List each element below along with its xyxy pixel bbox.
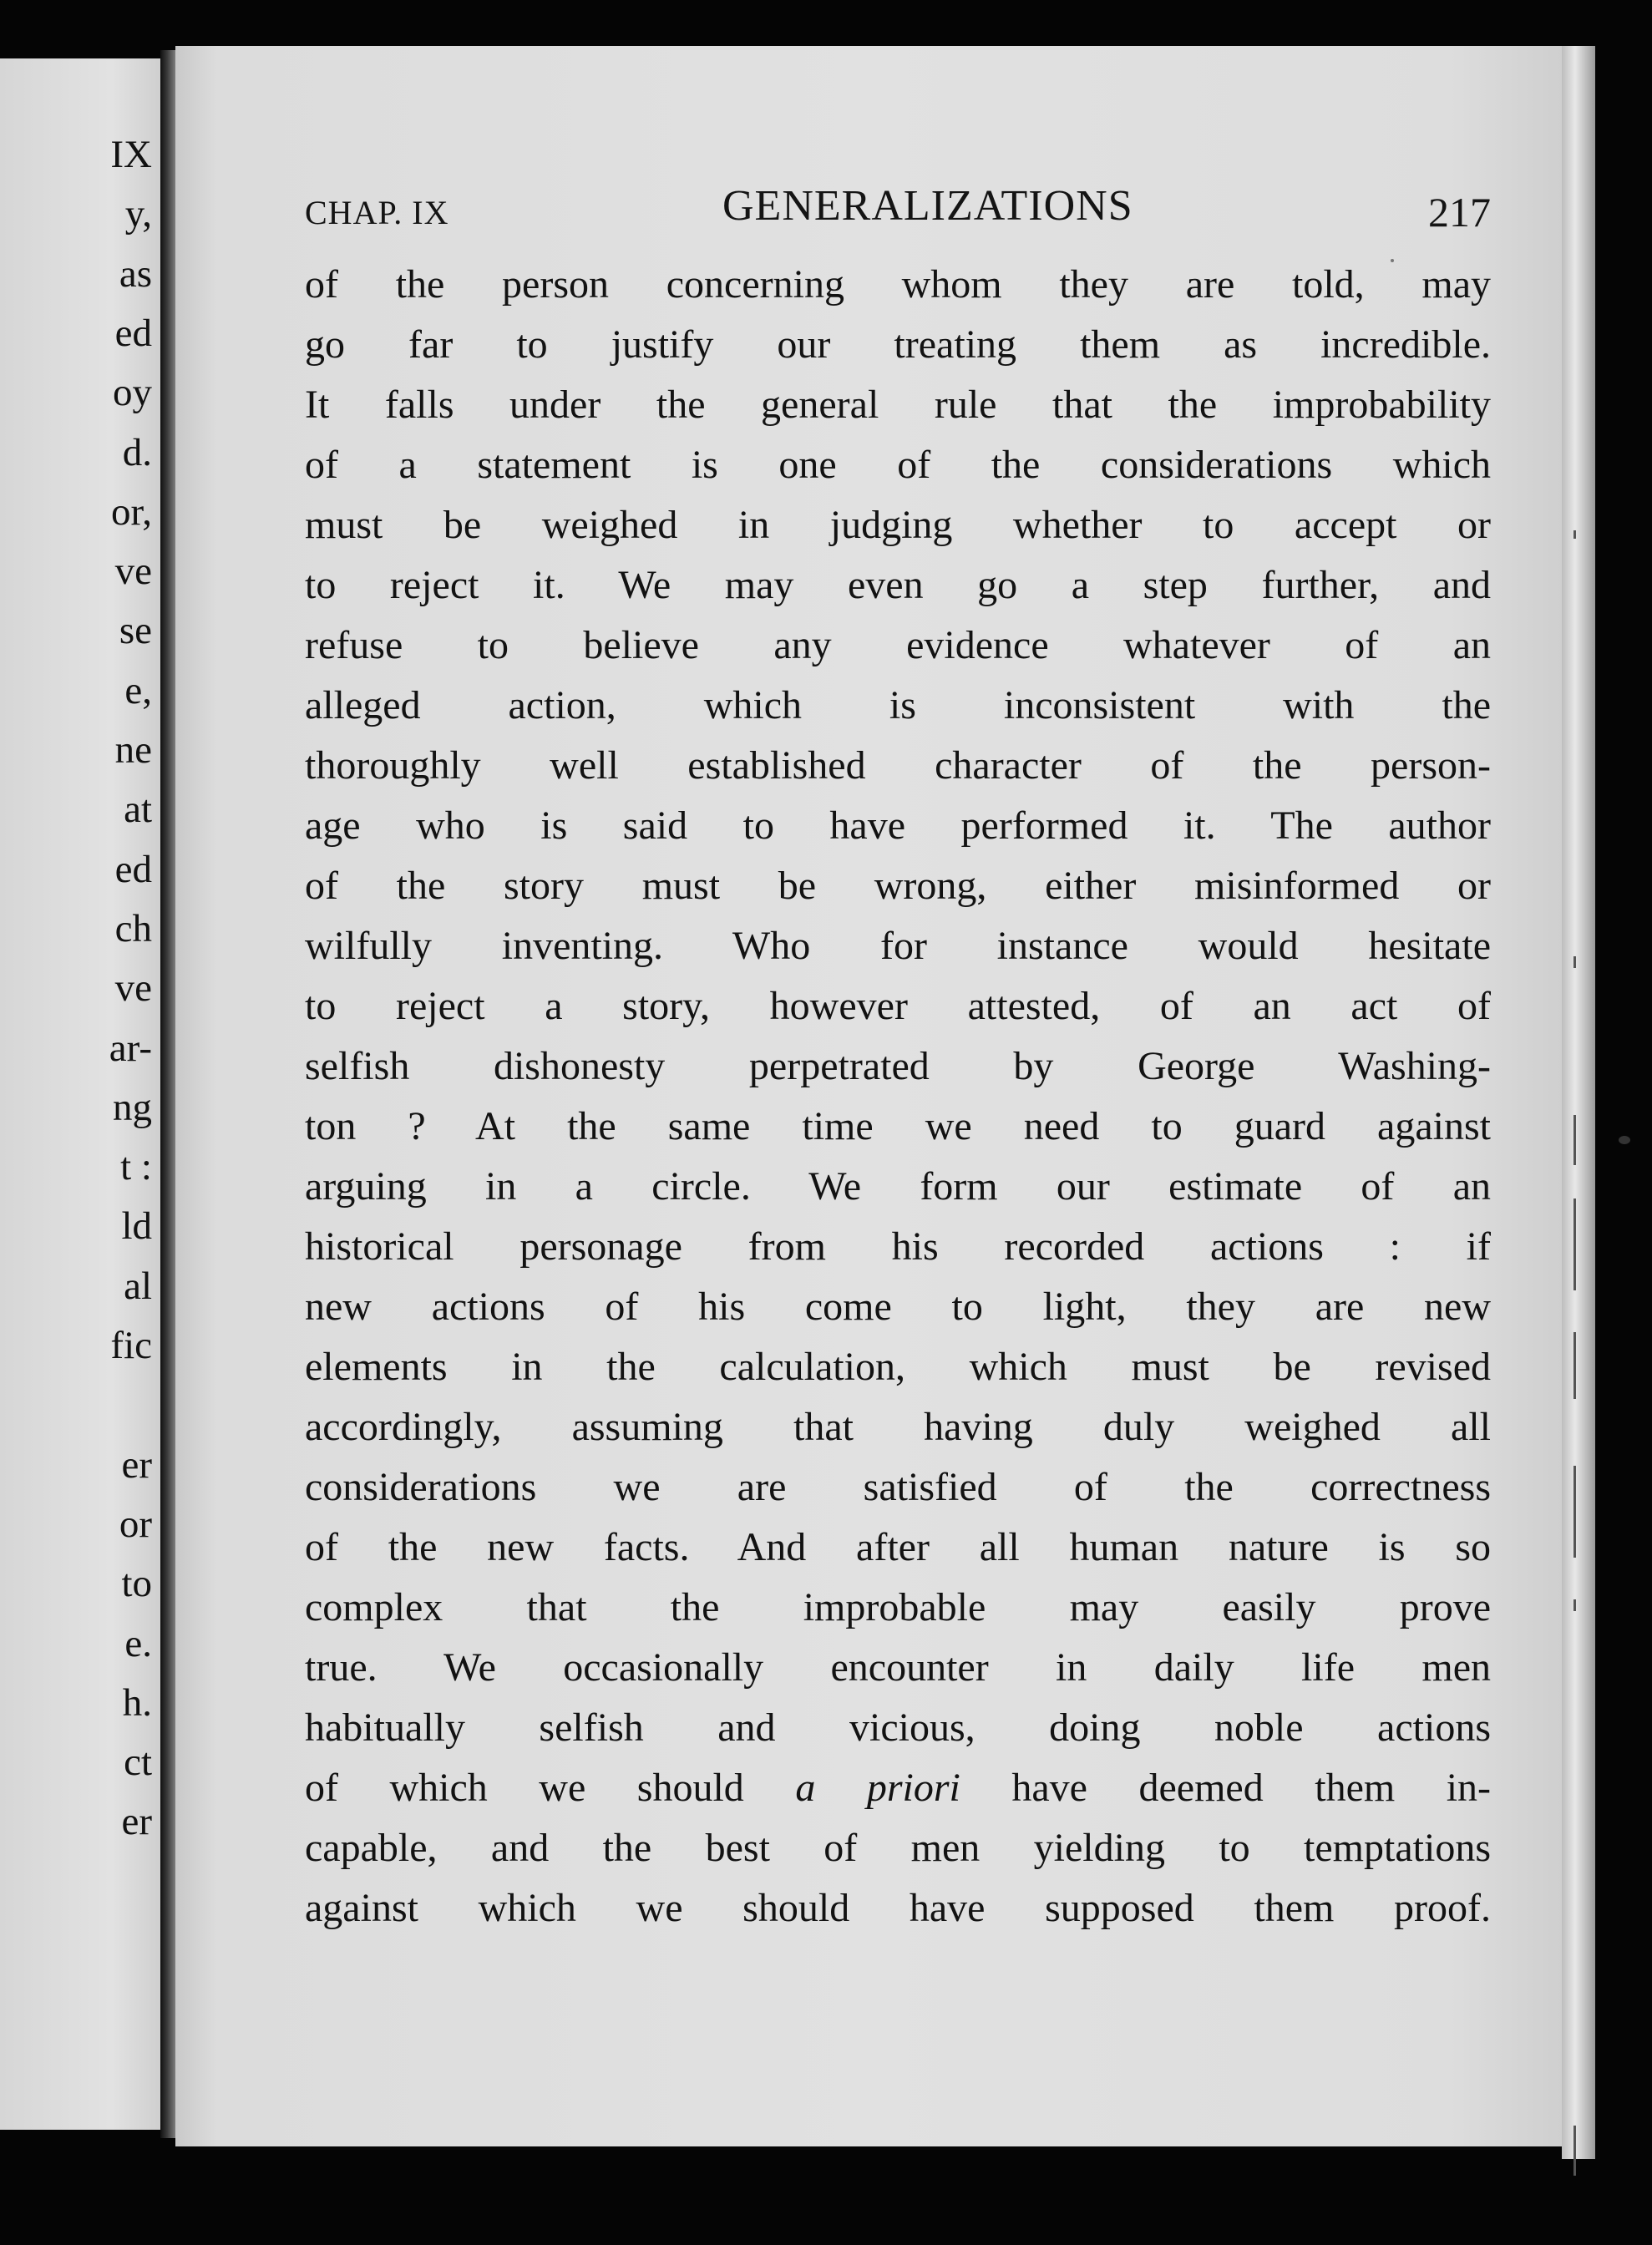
facing-page-fragment [0,58,160,2130]
text-line: considerations we are satisfied of the correctness [305,1465,1491,1509]
text-line: It falls under the general rule that the improbability [305,383,1491,427]
book-page [175,46,1562,2146]
text-line: capable, and the best of men yielding to temptations [305,1826,1491,1870]
facing-page-line-fragment: ld [121,1204,152,1249]
text-line: habitually selfish and vicious, doing noble actions [305,1705,1491,1750]
text-line: of the new facts. And after all human nature is so [305,1525,1491,1569]
text-line: of the story must be wrong, either misinformed or [305,864,1491,908]
facing-page-line-fragment: ve [114,966,152,1011]
text-line: historical personage from his recorded actions : if [305,1224,1491,1269]
facing-page-line-fragment: t : [120,1145,152,1189]
text-line: thoroughly well established character of the person- [305,743,1491,788]
text-line: arguing in a circle. We form our estimate of an [305,1164,1491,1209]
text-line: elements in the calculation, which must be revised [305,1345,1491,1389]
running-header [305,181,1491,240]
text-line: of the person concerning whom they are told, may [305,262,1491,307]
edge-mark [1573,1332,1576,1399]
running-title: GENERALIZATIONS [722,182,1133,230]
facing-page-line-fragment: h. [122,1680,152,1725]
facing-page-line-fragment: to [121,1562,152,1606]
text-segment: have deemed them in- [1011,1766,1492,1810]
facing-page-line-fragment: oy [113,371,152,415]
facing-page-line-fragment: ed [114,311,152,355]
facing-page-line-fragment: ch [114,906,152,950]
facing-page-line-fragment: or, [110,489,152,534]
chapter-label: CHAP. IX [305,194,449,231]
edge-mark [1573,2126,1576,2176]
facing-page-line-fragment: y, [124,192,152,236]
text-line: accordingly, assuming that having duly weighed all [305,1405,1491,1449]
book-gutter [160,50,177,2138]
facing-page-line-fragment: ed [114,847,152,891]
facing-page-line-fragment: e, [124,668,152,712]
facing-page-line-fragment: fic [110,1324,152,1367]
facing-page-line-fragment: at [124,788,152,832]
facing-page-line-fragment: or [119,1502,152,1546]
scan-speck [1391,259,1394,262]
text-line: ton ? At the same time we need to guard against [305,1104,1491,1148]
italic-phrase: a priori [795,1766,960,1810]
facing-page-line-fragment: ve [114,550,152,594]
text-line: refuse to believe any evidence whatever of an [305,623,1491,667]
text-line: new actions of his come to light, they are new [305,1285,1491,1329]
facing-page-line-fragment: ng [113,1085,152,1129]
page-body-text [305,255,1491,1938]
facing-page-line-fragment: se [119,609,152,653]
facing-page-line-fragment: e. [124,1621,152,1665]
edge-mark [1573,1466,1576,1558]
facing-page-line-fragment: al [124,1264,152,1308]
facing-page-line-fragment: er [121,1800,152,1844]
text-line [305,1758,1491,1818]
facing-page-line-fragment: ar- [109,1026,152,1070]
facing-page-line-fragment: er [121,1442,152,1487]
edge-mark [1573,530,1576,539]
edge-mark [1573,1199,1576,1290]
text-line: selfish dishonesty perpetrated by George Washing- [305,1044,1491,1088]
facing-page-line-fragment: ne [114,728,152,772]
page-edge [1562,46,1595,2159]
text-line: complex that the improbable may easily prove [305,1585,1491,1629]
text-line: true. We occasionally encounter in daily life men [305,1645,1491,1690]
edge-mark [1573,1115,1576,1165]
text-line: go far to justify our treating them as incredible. [305,322,1491,367]
text-line: to reject it. We may even go a step further, and [305,563,1491,607]
page-number: 217 [1428,189,1491,236]
facing-page-line-fragment: d. [122,430,152,474]
scan-speck [1619,1136,1630,1144]
text-segment: of which we should [305,1766,744,1810]
text-line: alleged action, which is inconsistent with the [305,683,1491,727]
edge-mark [1573,1599,1576,1611]
text-line: must be weighed in judging whether to accept or [305,503,1491,547]
facing-page-line-fragment: IX [110,133,152,176]
edge-mark [1573,956,1576,968]
text-line: to reject a story, however attested, of an act of [305,984,1491,1028]
text-line: age who is said to have performed it. The author [305,803,1491,848]
text-line: against which we should have supposed them proof. [305,1886,1491,1930]
facing-page-line-fragment: ct [124,1741,152,1785]
text-line: wilfully inventing. Who for instance would hesitate [305,924,1491,968]
text-line: of a statement is one of the considerations which [305,443,1491,487]
facing-page-line-fragment: as [119,251,152,296]
